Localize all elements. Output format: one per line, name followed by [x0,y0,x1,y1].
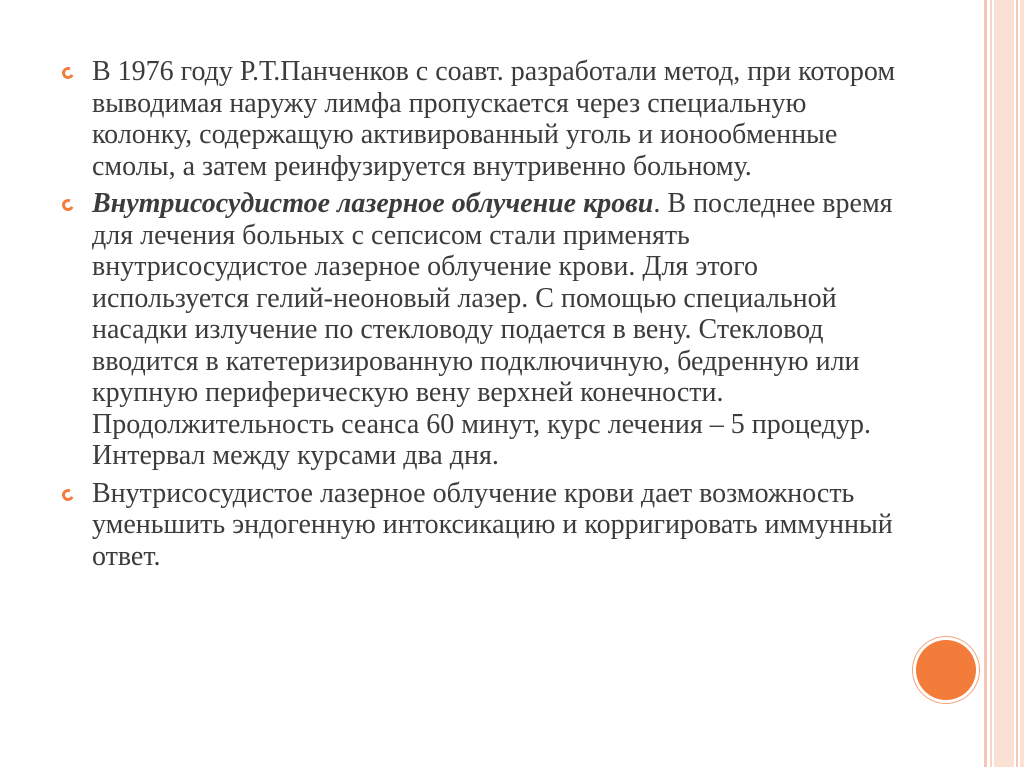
list-item [62,56,912,182]
stripe [984,0,987,767]
stripe [994,0,1014,767]
ring-bullet-icon [60,487,75,502]
decorative-circle [916,640,976,700]
list-item [62,478,912,573]
decorative-stripes [984,0,1024,767]
bullet-text [92,188,912,472]
bullet-text: В 1976 году Р.Т.Панченков с соавт. разработали метод, при котором выводимая наружу лимфа пропускается через специальную колонку, содержащую активированный уголь и ионообменные смолы, а затем реинфузируется внутривенно больному. [92,56,896,182]
bullet-body: . В последнее время для лечения больных с сепсисом стали применять внутрисосудистое лазерное облучение крови. Для этого используется гелий-неоновый лазер. С помощью специальной насадки излучение по стекловоду подается в вену. Стекловод вводится в катетеризированную подключичную, бедренную или крупную периферическую вену верхней конечности. Продолжительность сеанса 60 минут, курс лечения – 5 процедур. Интервал между курсами два дня. [92,188,893,471]
bullet-list [62,56,912,578]
stripe [990,0,992,767]
stripe [1016,0,1018,767]
bullet-text: Внутрисосудистое лазерное облучение крови дает возможность уменьшить эндогенную интоксикацию и корригировать иммунный ответ. [92,477,893,572]
stripe [1020,0,1024,767]
bullet-emphasis: Внутрисосудистое лазерное облучение крови [92,188,654,219]
ring-bullet-icon [60,197,75,212]
ring-bullet-icon [60,65,75,80]
list-item [62,188,912,472]
